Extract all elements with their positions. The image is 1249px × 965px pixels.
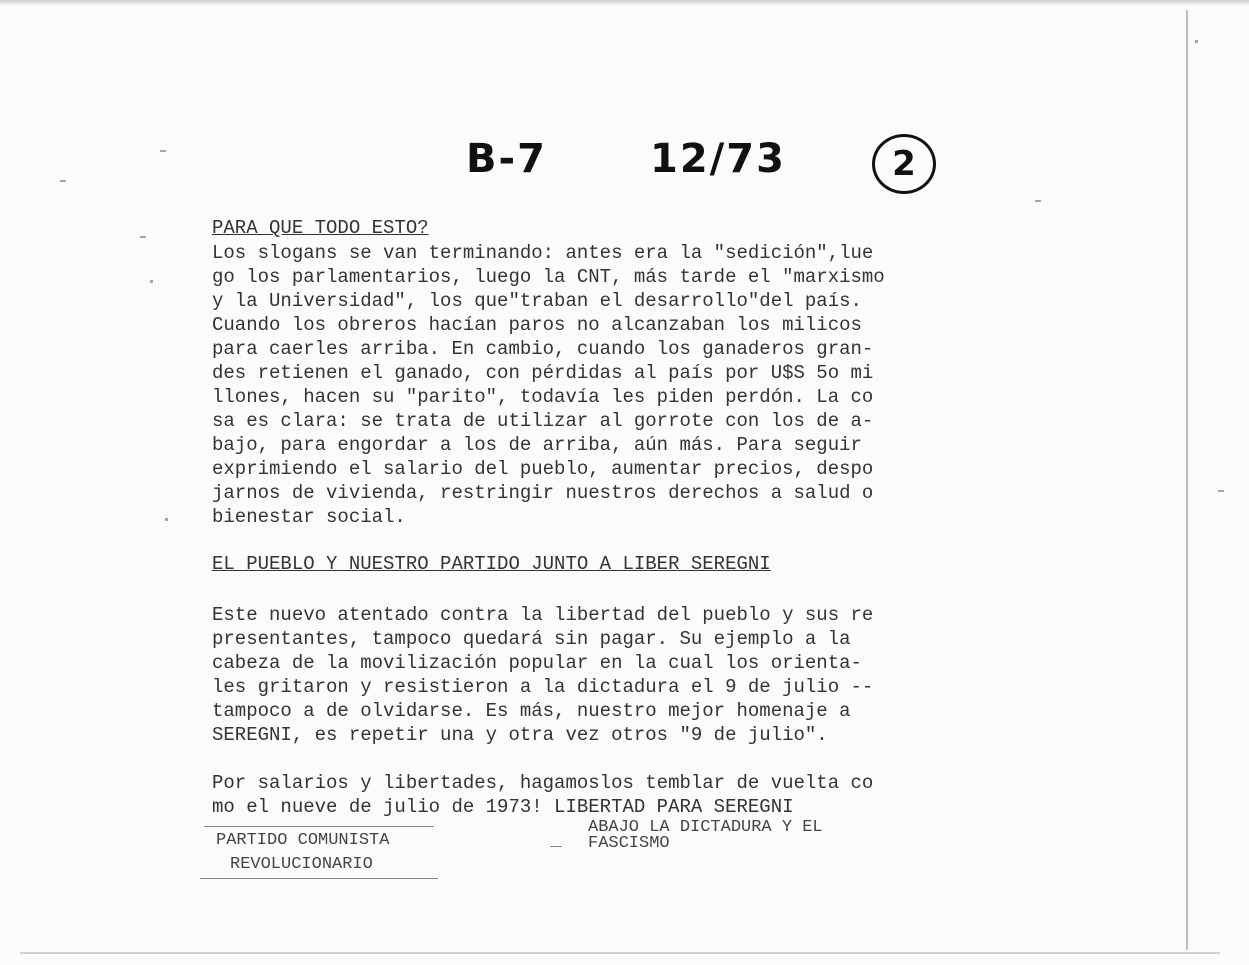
scan-speck bbox=[1218, 490, 1224, 492]
text-line: bienestar social. bbox=[212, 506, 406, 528]
scan-speck bbox=[160, 150, 166, 152]
text-line: bajo, para engordar a los de arriba, aún más. Para seguir bbox=[212, 434, 862, 456]
scan-speck bbox=[1035, 200, 1041, 202]
section-heading: PARA QUE TODO ESTO? bbox=[212, 217, 429, 239]
text-line: exprimiendo el salario del pueblo, aumentar precios, despo bbox=[212, 458, 874, 480]
scan-speck bbox=[1195, 40, 1198, 43]
slogan-line1: ABAJO LA DICTADURA Y EL bbox=[588, 818, 823, 837]
scan-speck bbox=[60, 180, 66, 182]
signature-rule-bottom bbox=[200, 878, 438, 879]
text-line: sa es clara: se trata de utilizar al gorrote con los de a- bbox=[212, 410, 874, 432]
text-line: Cuando los obreros hacían paros no alcanzaban los milicos bbox=[212, 314, 862, 336]
text-line: des retienen el ganado, con pérdidas al país por U$S 5o mi bbox=[212, 362, 874, 384]
text-line: Los slogans se van terminando: antes era la "sedición",lue bbox=[212, 242, 874, 264]
scan-edge-top bbox=[0, 0, 1249, 6]
scan-edge-right bbox=[1186, 10, 1188, 950]
text-line: SEREGNI, es repetir una y otra vez otros "9 de julio". bbox=[212, 724, 828, 746]
text-line: presentantes, tampoco quedará sin pagar. Su ejemplo a la bbox=[212, 628, 851, 650]
document-code: B-7 bbox=[466, 136, 547, 182]
slogan-dash bbox=[550, 846, 562, 847]
document-date: 12/73 bbox=[650, 136, 786, 182]
text-line: mo el nueve de julio de 1973! LIBERTAD PARA SEREGNI bbox=[212, 796, 794, 818]
text-line: Este nuevo atentado contra la libertad del pueblo y sus re bbox=[212, 604, 874, 626]
text-line: jarnos de vivienda, restringir nuestros derechos a salud o bbox=[212, 482, 874, 504]
slogan-line2: FASCISMO bbox=[588, 834, 670, 853]
text-line: tampoco a de olvidarse. Es más, nuestro mejor homenaje a bbox=[212, 700, 851, 722]
text-line: llones, hacen su "parito", todavía les piden perdón. La co bbox=[212, 386, 874, 408]
party-name-line1: PARTIDO COMUNISTA bbox=[216, 831, 390, 850]
scan-speck bbox=[165, 518, 168, 521]
section-heading: EL PUEBLO Y NUESTRO PARTIDO JUNTO A LIBER SEREGNI bbox=[212, 553, 771, 575]
scan-edge-bottom bbox=[20, 952, 1220, 954]
party-name-line2: REVOLUCIONARIO bbox=[230, 855, 373, 874]
page-number-circle bbox=[872, 134, 936, 194]
scan-speck bbox=[140, 236, 146, 238]
scan-speck bbox=[150, 280, 153, 283]
text-line: Por salarios y libertades, hagamoslos temblar de vuelta co bbox=[212, 772, 874, 794]
text-line: y la Universidad", los que"traban el desarrollo"del país. bbox=[212, 290, 862, 312]
text-line: para caerles arriba. En cambio, cuando los ganaderos gran- bbox=[212, 338, 874, 360]
text-line: cabeza de la movilización popular en la cual los orienta- bbox=[212, 652, 862, 674]
text-line: les gritaron y resistieron a la dictadura el 9 de julio -- bbox=[212, 676, 874, 698]
text-line: go los parlamentarios, luego la CNT, más tarde el "marxismo bbox=[212, 266, 885, 288]
page-number: 2 bbox=[892, 144, 916, 184]
signature-rule-top bbox=[204, 826, 434, 827]
